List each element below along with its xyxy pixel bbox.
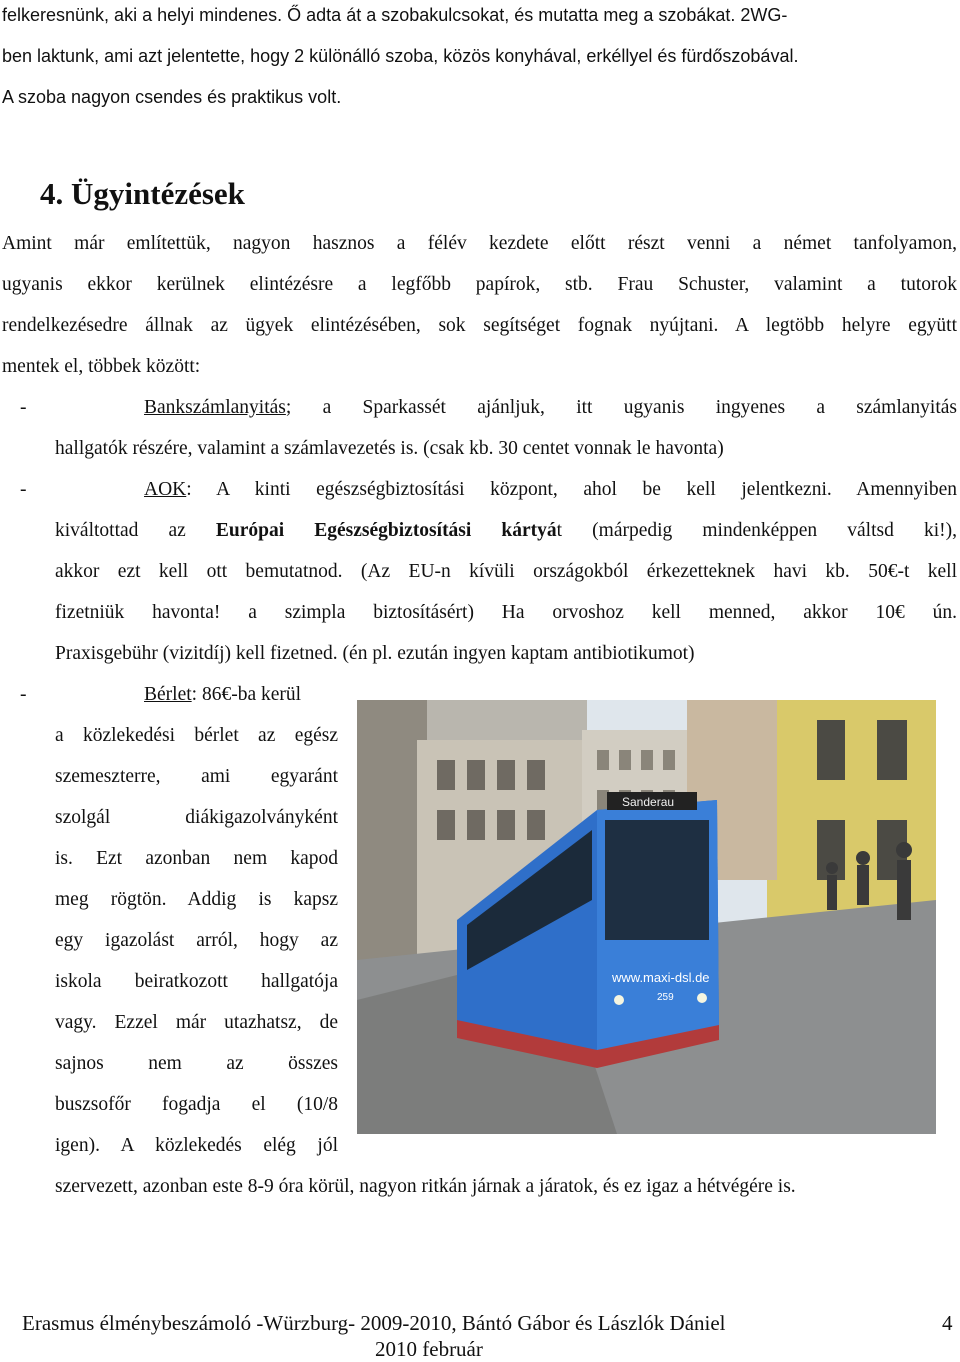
bullet-aok-line-2: kiváltottad az Európai Egészségbiztosítási kártyát (márpedig mindenképpen váltsd ki!), (55, 520, 957, 541)
bullet-dash: - (20, 479, 27, 500)
footer-line-1: Erasmus élménybeszámoló -Würzburg- 2009-2010, Bántó Gábor és Lászlók Dániel (22, 1311, 726, 1335)
intro-line-2: ben laktunk, ami azt jelentette, hogy 2 különálló szoba, közös konyhával, erkéllyel és fürdőszobával. (2, 46, 799, 66)
berlet-line: iskola beiratkozott hallgatója (55, 971, 338, 992)
tram-destination-sign: Sanderau (622, 795, 675, 809)
paragraph-line-2: ugyanis ekkor kerülnek elintézésre a legfőbb papírok, stb. Frau Schuster, valamint a tutorok (2, 274, 957, 295)
bullet-aok-line-3: akkor ezt kell ott bemutatnod. (Az EU-n kívüli országokból érkezetteknek havi kb. 50€-t kell (55, 561, 957, 582)
bullet-aok-line-1: AOK: A kinti egészségbiztosítási központ, ahol be kell jelentkezni. Amennyiben (144, 479, 957, 500)
bullet-berlet-line-1: Bérlet: 86€-ba kerül (144, 684, 302, 705)
page-number: 4 (942, 1311, 953, 1335)
paragraph-line-3: rendelkezésedre állnak az ügyek elintézésében, sok segítséget fognak nyújtani. A legtöbb helyre együtt (2, 315, 957, 336)
berlet-line: szolgál diákigazolványként (55, 807, 338, 828)
berlet-term: Bérlet (144, 684, 192, 705)
aok-term: AOK (144, 479, 187, 500)
bullet-dash: - (20, 397, 27, 418)
footer-line-2: 2010 február (375, 1337, 483, 1361)
berlet-line: sajnos nem az összes (55, 1053, 338, 1074)
section-heading: 4. Ügyintézések (40, 176, 245, 211)
berlet-line: vagy. Ezzel már utazhatsz, de (55, 1012, 338, 1033)
paragraph-line-4: mentek el, többek között: (2, 356, 201, 377)
berlet-line: meg rögtön. Addig is kapsz (55, 889, 338, 910)
berlet-line: igen). A közlekedés elég jól (55, 1135, 338, 1156)
intro-line-1: felkeresnünk, aki a helyi mindenes. Ő adta át a szobakulcsokat, és mutatta meg a szobákat. 2WG- (2, 5, 788, 25)
tram-photo (357, 700, 936, 1134)
berlet-line: egy igazolást arról, hogy az (55, 930, 338, 951)
tram-ad-text: www.maxi-dsl.de (612, 970, 710, 985)
berlet-line: is. Ezt azonban nem kapod (55, 848, 338, 869)
berlet-line: a közlekedési bérlet az egész (55, 725, 338, 746)
bullet-aok-line-4: fizetniük havonta! a szimpla biztosításért) Ha orvoshoz kell menned, akkor 10€ ún. (55, 602, 957, 623)
berlet-last-line: szervezett, azonban este 8-9 óra körül, nagyon ritkán járnak a járatok, és ez igaz a hétvégére is. (55, 1176, 796, 1197)
bullet-bank-line-1: Bankszámlanyitás; a Sparkassét ajánljuk, itt ugyanis ingyenes a számlanyitás (144, 397, 957, 418)
berlet-line: szemeszterre, ami egyaránt (55, 766, 338, 787)
bank-term: Bankszámlanyitás (144, 397, 286, 418)
paragraph-line-1: Amint már említettük, nagyon hasznos a félév kezdete előtt részt venni a német tanfolyamon, (2, 233, 957, 254)
bullet-bank-line-2: hallgatók részére, valamint a számlavezetés is. (csak kb. 30 centet vonnak le havonta) (55, 438, 724, 459)
intro-line-3: A szoba nagyon csendes és praktikus volt. (2, 87, 342, 107)
bullet-dash: - (20, 684, 27, 705)
tram-number: 259 (657, 992, 674, 1003)
berlet-line: buszsofőr fogadja el (10/8 (55, 1094, 338, 1115)
bullet-aok-line-5: Praxisgebühr (vizitdíj) kell fizetned. (én pl. ezután ingyen kaptam antibiotikumot) (55, 643, 695, 664)
